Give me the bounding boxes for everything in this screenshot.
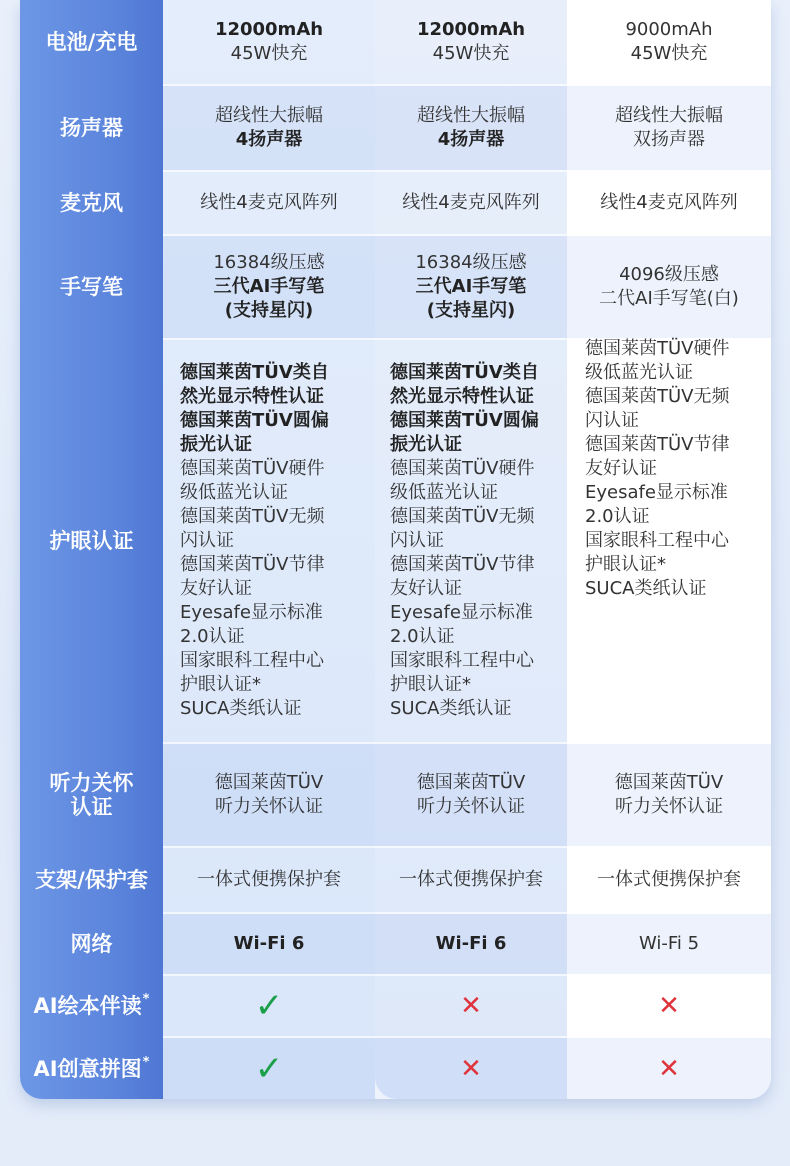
- model-1-network: [163, 914, 375, 974]
- footnote-mark: *: [142, 1054, 150, 1070]
- value-line: 级低蓝光认证: [585, 362, 693, 383]
- model-3-microphone: 线性4麦克风阵列: [600, 192, 738, 213]
- row-label: [20, 744, 163, 846]
- value-line: 德国莱茵TÜV: [214, 772, 324, 793]
- model-2-hearing-care: [375, 744, 567, 846]
- value-line: 德国莱茵TÜV圆偏: [390, 410, 539, 431]
- value-line: 二代AI手写笔(白): [599, 288, 739, 309]
- value-line: Eyesafe显示标准: [390, 602, 533, 623]
- model-2-speaker: [375, 86, 567, 170]
- value-line: 德国莱茵TÜV: [614, 772, 724, 793]
- model-3-hearing-care: [567, 744, 771, 846]
- value-line: 4扬声器: [235, 129, 303, 150]
- model-3-speaker: [567, 86, 771, 170]
- value-line: 16384级压感: [415, 252, 527, 273]
- value-line: 三代AI手写笔: [213, 276, 325, 297]
- value-line: 德国莱茵TÜV硬件: [180, 458, 325, 479]
- value-line: 听力关怀认证: [614, 796, 723, 817]
- row-stand-case: [20, 848, 771, 912]
- model-3-stand-case: 一体式便携保护套: [597, 869, 741, 890]
- value-line: (支持星闪): [224, 300, 314, 321]
- value-line: Eyesafe显示标准: [585, 482, 728, 503]
- value-line: 16384级压感: [213, 252, 325, 273]
- value-line: 德国莱茵TÜV硬件: [585, 338, 730, 359]
- cross-icon: ✕: [658, 1053, 680, 1084]
- row-ai-creative-puzzle: [20, 1038, 771, 1099]
- value-line: 听力关怀认证: [214, 796, 323, 817]
- value-line: 友好认证: [585, 458, 657, 479]
- value-line: 三代AI手写笔: [415, 276, 527, 297]
- row-label: 麦克风: [60, 191, 123, 215]
- row-label: 手写笔: [60, 275, 123, 299]
- value-line: Eyesafe显示标准: [180, 602, 323, 623]
- model-2-ai-picture-book: [375, 976, 567, 1036]
- value-line: 12000mAh: [214, 19, 324, 40]
- value-line: 级低蓝光认证: [180, 482, 288, 503]
- value-line: 德国莱茵TÜV无频: [390, 506, 535, 527]
- value-line: 振光认证: [390, 434, 462, 455]
- row-label: 电池/充电: [45, 30, 138, 54]
- value-line: 护眼认证*: [585, 554, 666, 575]
- value-line: 听力关怀认证: [416, 796, 525, 817]
- value-line: 超线性大振幅: [215, 105, 323, 126]
- cross-icon: ✕: [460, 991, 482, 1021]
- model-1-ai-creative-puzzle: [163, 1038, 375, 1099]
- footnote-mark: *: [142, 992, 150, 1007]
- row-network: [20, 914, 771, 974]
- value-line: Wi-Fi 6: [435, 933, 507, 954]
- check-icon: ✓: [254, 986, 284, 1026]
- row-label: 网络: [70, 932, 113, 956]
- value-line: 超线性大振幅: [417, 105, 525, 126]
- row-label: 护眼认证: [49, 529, 134, 553]
- row-speaker: [20, 86, 771, 170]
- model-3-stylus: [567, 236, 771, 338]
- cross-icon: ✕: [460, 1053, 482, 1084]
- check-icon: ✓: [254, 1048, 284, 1089]
- model-2-battery: [375, 0, 567, 84]
- value-line: 闪认证: [180, 530, 234, 551]
- label-line: 听力关怀: [49, 771, 134, 795]
- value-line: 闪认证: [390, 530, 444, 551]
- row-hearing-care: [20, 744, 771, 846]
- row-label: [20, 1038, 163, 1099]
- cross-icon: ✕: [658, 991, 680, 1021]
- value-line: 9000mAh: [625, 19, 713, 40]
- model-3-network: Wi-Fi 5: [638, 933, 700, 954]
- model-1-stand-case: 一体式便携保护套: [197, 869, 341, 890]
- value-line: 友好认证: [180, 578, 252, 599]
- value-line: 国家眼科工程中心: [390, 650, 534, 671]
- value-line: SUCA类纸认证: [585, 578, 707, 599]
- row-eye-care: [20, 340, 771, 742]
- value-line: 德国莱茵TÜV节律: [585, 434, 730, 455]
- model-1-battery: [163, 0, 375, 84]
- value-line: 国家眼科工程中心: [585, 530, 729, 551]
- value-line: 4扬声器: [437, 129, 505, 150]
- value-line: 45W快充: [230, 43, 308, 64]
- value-line: 闪认证: [585, 410, 639, 431]
- model-3-battery: [567, 0, 771, 84]
- row-label: 扬声器: [60, 116, 123, 140]
- model-3-ai-creative-puzzle: [567, 1038, 771, 1099]
- model-2-stand-case: 一体式便携保护套: [399, 869, 543, 890]
- value-line: 2.0认证: [180, 626, 245, 647]
- value-line: 国家眼科工程中心: [180, 650, 324, 671]
- row-battery: [20, 0, 771, 84]
- value-line: 然光显示特性认证: [180, 386, 324, 407]
- model-1-speaker: [163, 86, 375, 170]
- value-line: Wi-Fi 6: [233, 933, 305, 954]
- model-2-ai-creative-puzzle: [375, 1038, 567, 1099]
- value-line: 45W快充: [432, 43, 510, 64]
- row-label: 支架/保护套: [35, 868, 148, 892]
- value-line: 双扬声器: [633, 129, 705, 150]
- value-line: 德国莱茵TÜV无频: [180, 506, 325, 527]
- value-line: 4096级压感: [619, 264, 719, 285]
- value-line: SUCA类纸认证: [180, 698, 302, 719]
- value-line: 德国莱茵TÜV节律: [180, 554, 325, 575]
- value-line: 德国莱茵TÜV无频: [585, 386, 730, 407]
- value-line: 超线性大振幅: [615, 105, 723, 126]
- value-line: 德国莱茵TÜV节律: [390, 554, 535, 575]
- model-1-ai-picture-book: [163, 976, 375, 1036]
- value-line: 德国莱茵TÜV类自: [180, 362, 329, 383]
- model-3-eye-care: [567, 340, 771, 742]
- value-line: 德国莱茵TÜV硬件: [390, 458, 535, 479]
- value-line: 护眼认证*: [180, 674, 261, 695]
- value-line: 友好认证: [390, 578, 462, 599]
- model-1-microphone: 线性4麦克风阵列: [200, 192, 338, 213]
- label-text: AI创意拼图: [33, 1056, 142, 1081]
- value-line: SUCA类纸认证: [390, 698, 512, 719]
- value-line: 然光显示特性认证: [390, 386, 534, 407]
- value-line: 2.0认证: [390, 626, 455, 647]
- model-2-stylus: [375, 236, 567, 338]
- model-2-network: [375, 914, 567, 974]
- model-3-ai-picture-book: [567, 976, 771, 1036]
- comparison-table: [20, 0, 771, 1099]
- model-2-eye-care: [375, 340, 567, 742]
- label-line: 认证: [70, 795, 113, 819]
- model-1-eye-care: [163, 340, 375, 742]
- value-line: 级低蓝光认证: [390, 482, 498, 503]
- row-microphone: [20, 172, 771, 234]
- label-text: AI绘本伴读: [33, 994, 142, 1018]
- model-1-hearing-care: [163, 744, 375, 846]
- value-line: 2.0认证: [585, 506, 650, 527]
- row-ai-picture-book: [20, 976, 771, 1036]
- value-line: 德国莱茵TÜV类自: [390, 362, 539, 383]
- value-line: 45W快充: [630, 43, 708, 64]
- value-line: 12000mAh: [416, 19, 526, 40]
- row-stylus: [20, 236, 771, 338]
- value-line: 振光认证: [180, 434, 252, 455]
- row-label: [20, 976, 163, 1036]
- value-line: 德国莱茵TÜV: [416, 772, 526, 793]
- model-2-microphone: 线性4麦克风阵列: [402, 192, 540, 213]
- value-line: (支持星闪): [426, 300, 516, 321]
- model-1-stylus: [163, 236, 375, 338]
- value-line: 德国莱茵TÜV圆偏: [180, 410, 329, 431]
- value-line: 护眼认证*: [390, 674, 471, 695]
